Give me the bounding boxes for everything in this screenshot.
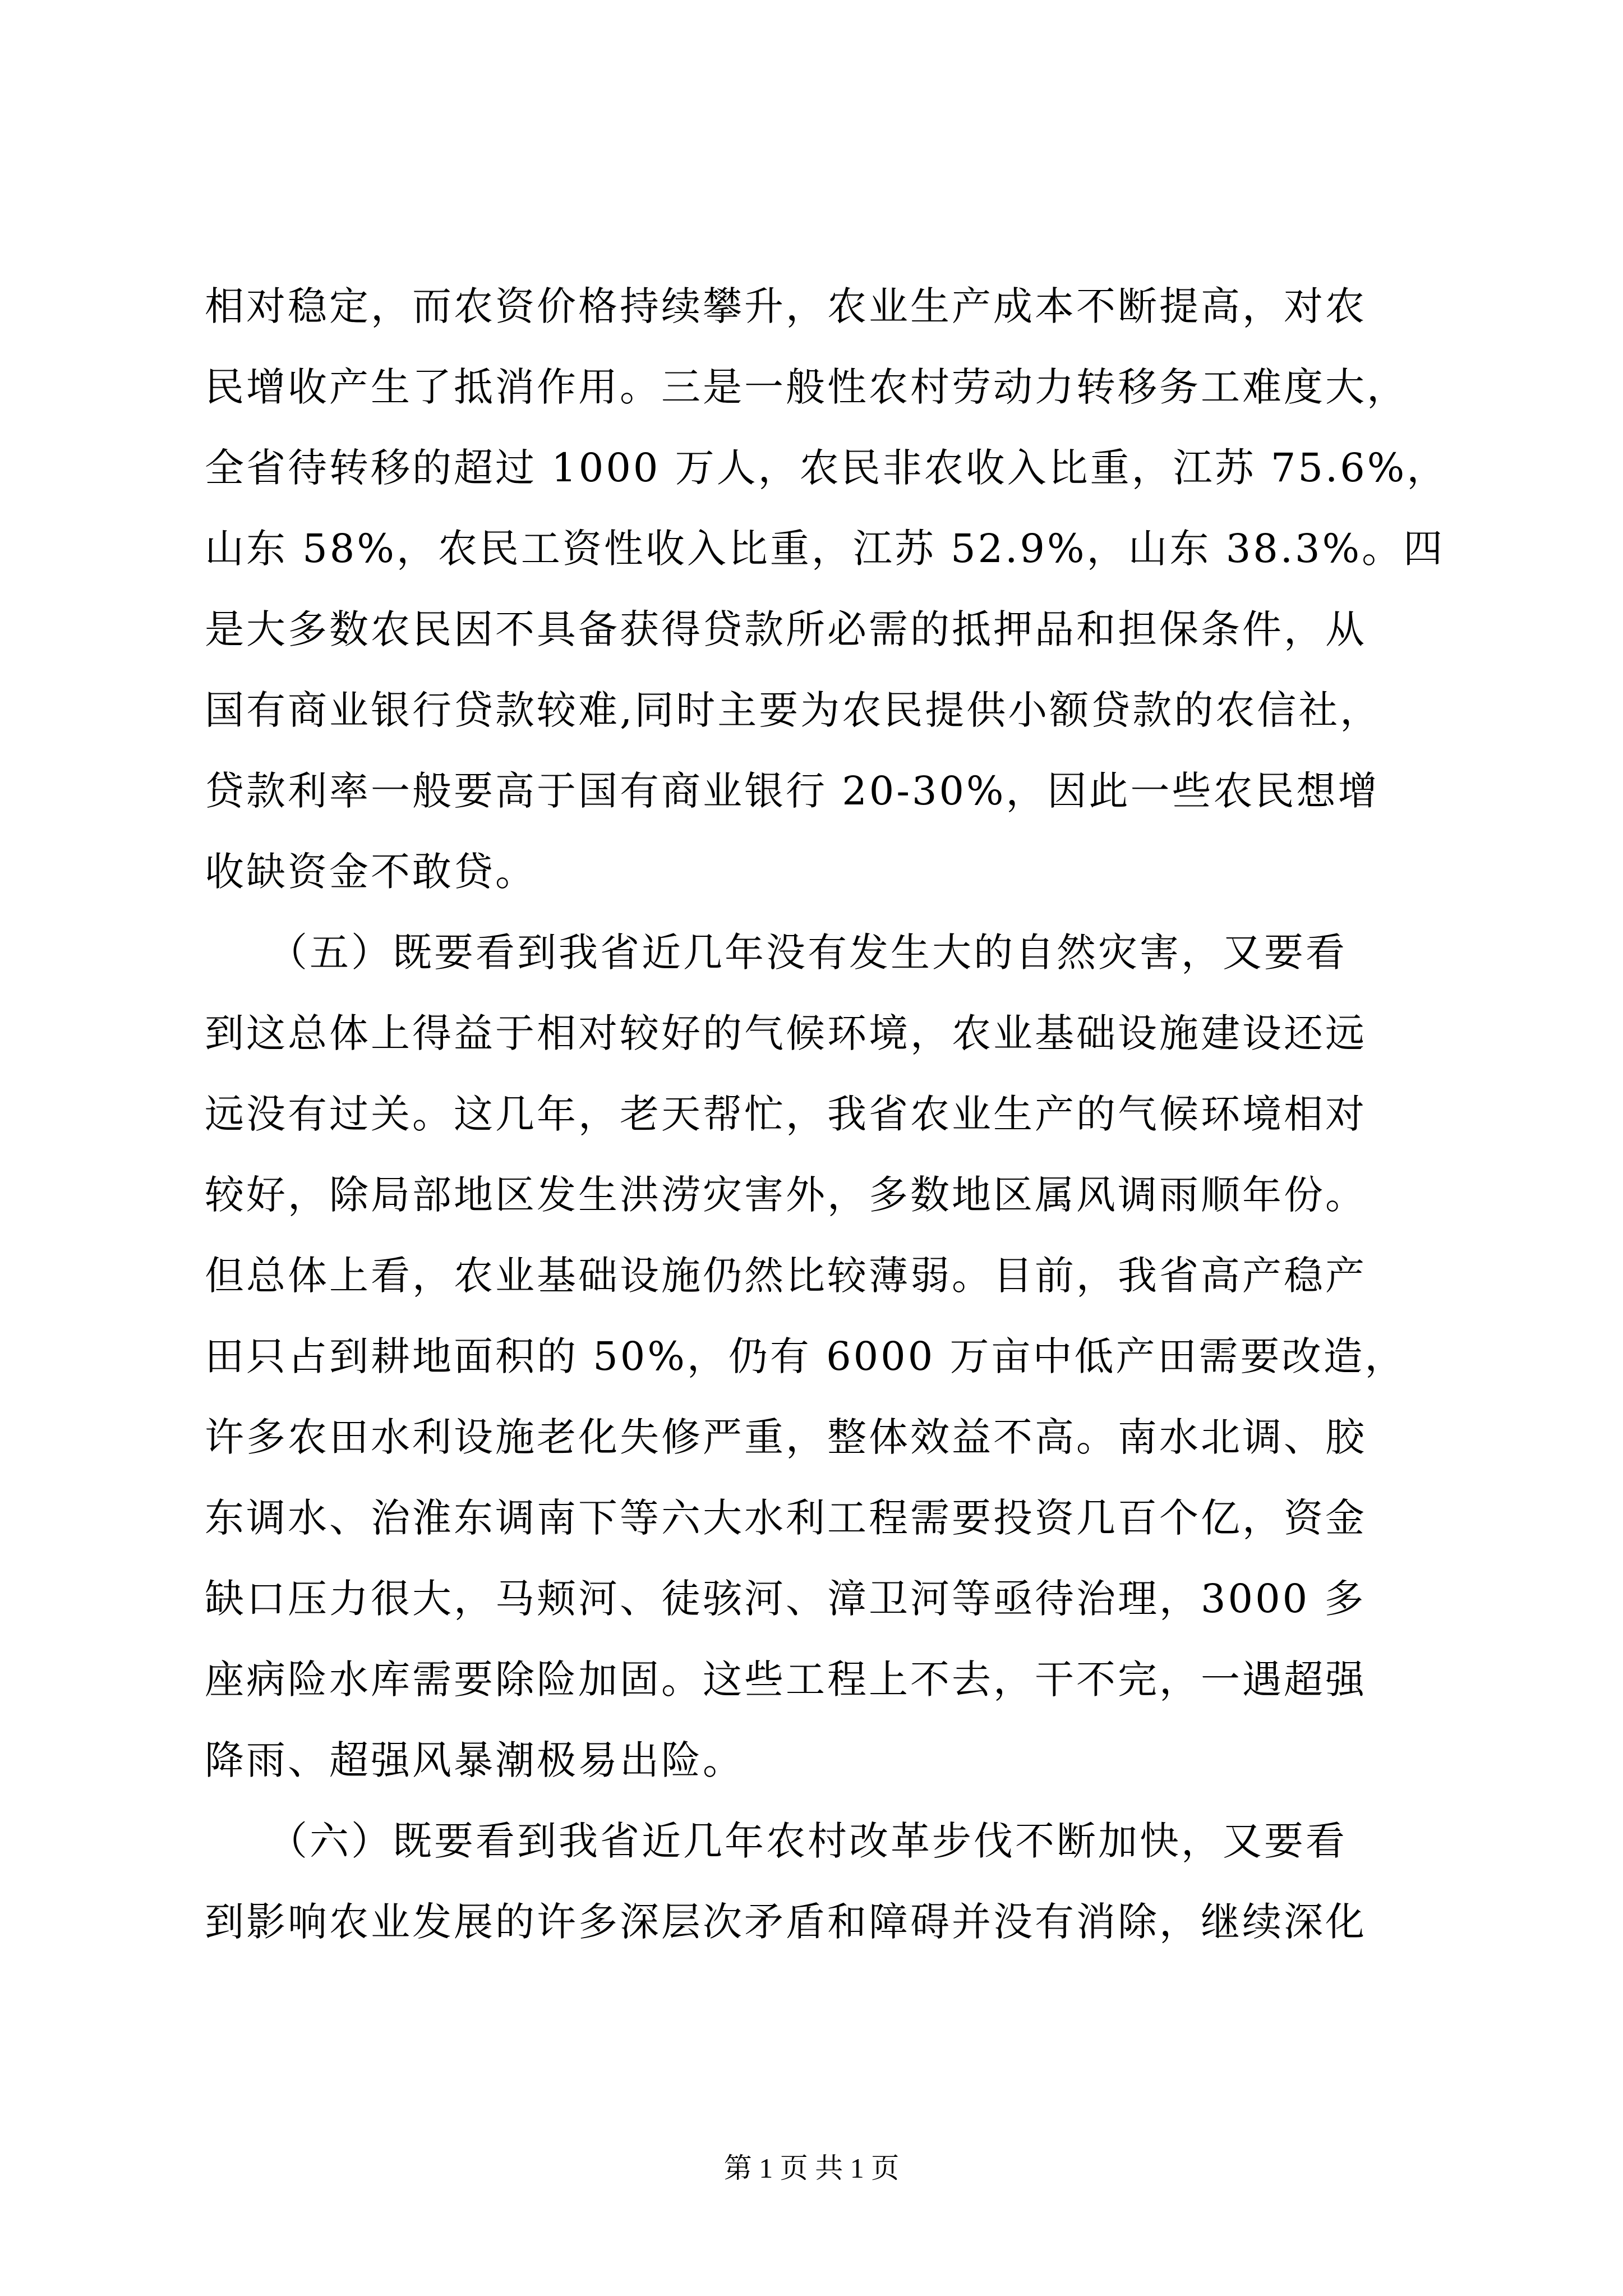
text-line: 全省待转移的超过 1000 万人，农民非农收入比重，江苏 75.6%， [205, 445, 1449, 491]
body-text [205, 266, 1450, 1962]
text-line: 相对稳定，而农资价格持续攀升，农业生产成本不断提高，对农 [205, 283, 1367, 329]
text-line: 座病险水库需要除险加固。这些工程上不去，干不完，一遇超强 [205, 1657, 1367, 1703]
text-line: 贷款利率一般要高于国有商业银行 20-30%，因此一些农民想增 [205, 768, 1380, 814]
paragraph-start-line: （五）既要看到我省近几年没有发生大的自然灾害，又要看 [205, 930, 1347, 976]
text-line: 到这总体上得益于相对较好的气候环境，农业基础设施建设还远 [205, 1010, 1367, 1056]
text-line: 到影响农业发展的许多深层次矛盾和障碍并没有消除，继续深化 [205, 1899, 1367, 1945]
text-line: 缺口压力很大，马颊河、徒骇河、漳卫河等亟待治理，3000 多 [205, 1576, 1366, 1622]
text-line: 降雨、超强风暴潮极易出险。 [205, 1737, 744, 1783]
text-line: 田只占到耕地面积的 50%，仍有 6000 万亩中低产田需要改造， [205, 1333, 1407, 1379]
page-footer: 第 1 页 共 1 页 [723, 2152, 900, 2184]
paragraph-start-line: （六）既要看到我省近几年农村改革步伐不断加快，又要看 [205, 1818, 1347, 1864]
text-line: 东调水、治淮东调南下等六大水利工程需要投资几百个亿，资金 [205, 1495, 1367, 1541]
text-line: 山东 58%，农民工资性收入比重，江苏 52.9%，山东 38.3%。四 [205, 526, 1445, 572]
text-line: 民增收产生了抵消作用。三是一般性农村劳动力转移务工难度大， [205, 364, 1408, 410]
text-line: 国有商业银行贷款较难,同时主要为农民提供小额贷款的农信社， [205, 687, 1382, 733]
text-line: 较好，除局部地区发生洪涝灾害外，多数地区属风调雨顺年份。 [205, 1172, 1367, 1218]
text-line: 但总体上看，农业基础设施仍然比较薄弱。目前，我省高产稳产 [205, 1253, 1367, 1299]
text-line: 是大多数农民因不具备获得贷款所必需的抵押品和担保条件，从 [205, 606, 1367, 652]
text-line: 收缺资金不敢贷。 [205, 849, 537, 895]
text-line: 远没有过关。这几年，老天帮忙，我省农业生产的气候环境相对 [205, 1091, 1367, 1137]
text-line: 许多农田水利设施老化失修严重，整体效益不高。南水北调、胶 [205, 1414, 1367, 1460]
